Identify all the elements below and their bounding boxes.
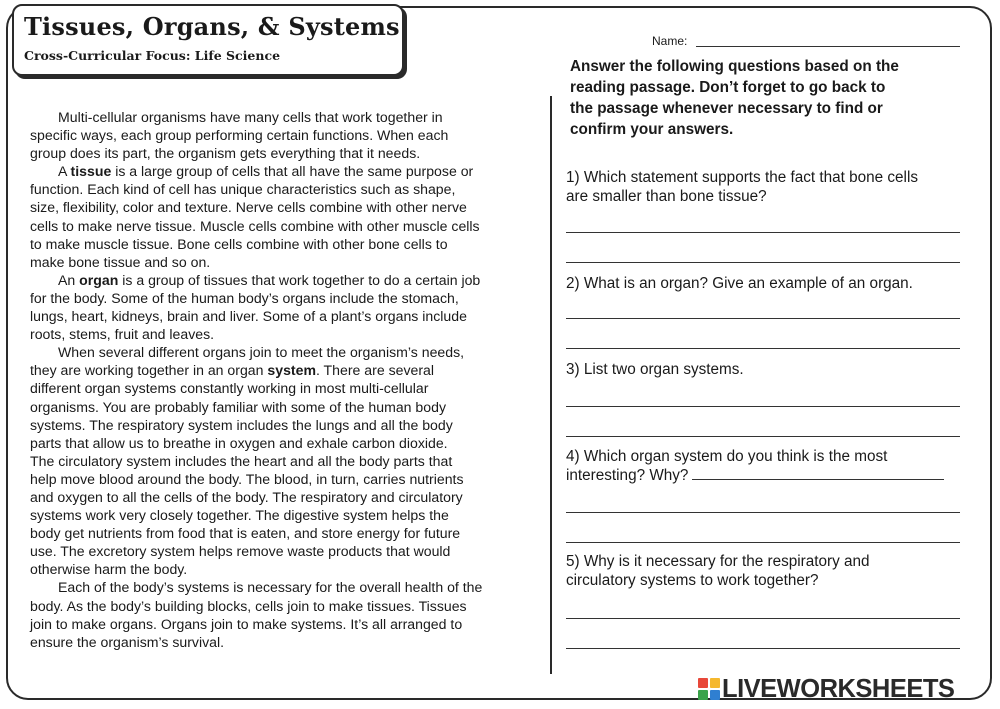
passage-line: different organ systems constantly working in most multi-cellular <box>30 380 429 397</box>
passage-line: to make muscle tissue. Bone cells combine with other bone cells to <box>30 235 448 252</box>
answer-line-q4[interactable] <box>566 542 960 543</box>
passage-line: function. Each kind of cell has unique characteristics such as shape, <box>30 181 456 198</box>
answer-line-q2[interactable] <box>566 318 960 319</box>
passage-line: The circulatory system includes the heart and all the body parts that <box>30 452 453 469</box>
answer-line-q5[interactable] <box>566 648 960 649</box>
passage-line: they are working together in an organ system. There are several <box>30 362 435 379</box>
passage-line: Each of the body’s systems is necessary for the overall health of the <box>58 579 483 596</box>
question-2: 2) What is an organ? Give an example of an organ. <box>566 275 913 292</box>
answer-inline-line-q4[interactable] <box>692 466 944 480</box>
passage-line: roots, stems, fruit and leaves. <box>30 326 215 343</box>
term-system: system <box>267 362 316 379</box>
passage-line: specific ways, each group performing certain functions. When each <box>30 127 449 144</box>
answer-line-q3[interactable] <box>566 436 960 437</box>
passage-line: systems. The respiratory system includes the lungs and all the body <box>30 416 453 433</box>
passage-line: When several different organs join to meet the organism’s needs, <box>58 344 465 361</box>
answer-line-q1[interactable] <box>566 232 960 233</box>
answer-line-q1[interactable] <box>566 262 960 263</box>
passage-line: help move blood around the body. The blood, in turn, carries nutrients <box>30 470 464 487</box>
liveworksheets-brand <box>698 676 994 702</box>
term-tissue: tissue <box>70 163 112 180</box>
passage-line: use. The excretory system helps remove waste products that would <box>30 543 451 560</box>
passage-line: organisms. You are probably familiar with some of the human body <box>30 398 446 415</box>
question-5: 5) Why is it necessary for the respiratory and circulatory systems to work together? <box>566 553 870 589</box>
passage-line: body. As the body’s building blocks, cells join to make tissues. Tissues <box>30 597 467 614</box>
passage-line: Multi-cellular organisms have many cells that work together in <box>58 109 443 125</box>
brand-text: LIVEWORKSHEETS <box>722 675 955 703</box>
passage-line: make bone tissue and so on. <box>30 253 211 270</box>
passage-line: body get nutrients from food that is eaten, and store energy for future <box>30 525 461 542</box>
passage-line: An organ is a group of tissues that work together to do a certain job <box>58 271 481 288</box>
answer-line-q4[interactable] <box>566 512 960 513</box>
passage-line: parts that allow us to breathe in oxygen and exhale carbon dioxide. <box>30 434 448 451</box>
reading-passage <box>30 108 544 651</box>
passage-line: for the body. Some of the human body’s organs include the stomach, <box>30 289 459 306</box>
passage-line: size, flexibility, color and texture. Nerve cells combine with other nerve <box>30 199 467 216</box>
passage-line: group does its part, the organism gets everything that it needs. <box>30 145 421 162</box>
passage-line: cells to make nerve tissue. Muscle cells combine with other muscle cells <box>30 217 480 234</box>
passage-line: ensure the organism’s survival. <box>30 633 225 650</box>
name-input-line[interactable] <box>696 46 960 47</box>
passage-line: A tissue is a large group of cells that all have the same purpose or <box>58 163 474 180</box>
question-3: 3) List two organ systems. <box>566 361 744 378</box>
passage-line: lungs, heart, kidneys, brain and liver. Some of a plant’s organs include <box>30 308 467 325</box>
answer-line-q5[interactable] <box>566 618 960 619</box>
passage-line: and oxygen to all the cells of the body. The respiratory and circulatory <box>30 488 463 505</box>
passage-line: otherwise harm the body. <box>30 561 188 578</box>
term-organ: organ <box>79 271 119 288</box>
question-4: 4) Which organ system do you think is the most interesting? Why? <box>566 447 976 485</box>
instructions: Answer the following questions based on the reading passage. Don’t forget to go back to the passage whenever necessary to find or confirm your answers. <box>570 58 899 138</box>
page-title: Tissues, Organs, & Systems <box>24 12 400 41</box>
name-field[interactable] <box>652 32 962 52</box>
page-subtitle: Cross-Curricular Focus: Life Science <box>24 48 281 63</box>
passage-line: join to make organs. Organs join to make systems. It’s all arranged to <box>30 615 463 632</box>
column-divider <box>550 96 552 674</box>
answer-line-q3[interactable] <box>566 406 960 407</box>
passage-line: systems work very closely together. The digestive system helps the <box>30 507 449 524</box>
title-box <box>12 4 404 76</box>
liveworksheets-logo-icon <box>698 678 720 700</box>
name-label: Name: <box>652 34 688 48</box>
answer-line-q2[interactable] <box>566 348 960 349</box>
question-1: 1) Which statement supports the fact that bone cells are smaller than bone tissue? <box>566 169 919 205</box>
